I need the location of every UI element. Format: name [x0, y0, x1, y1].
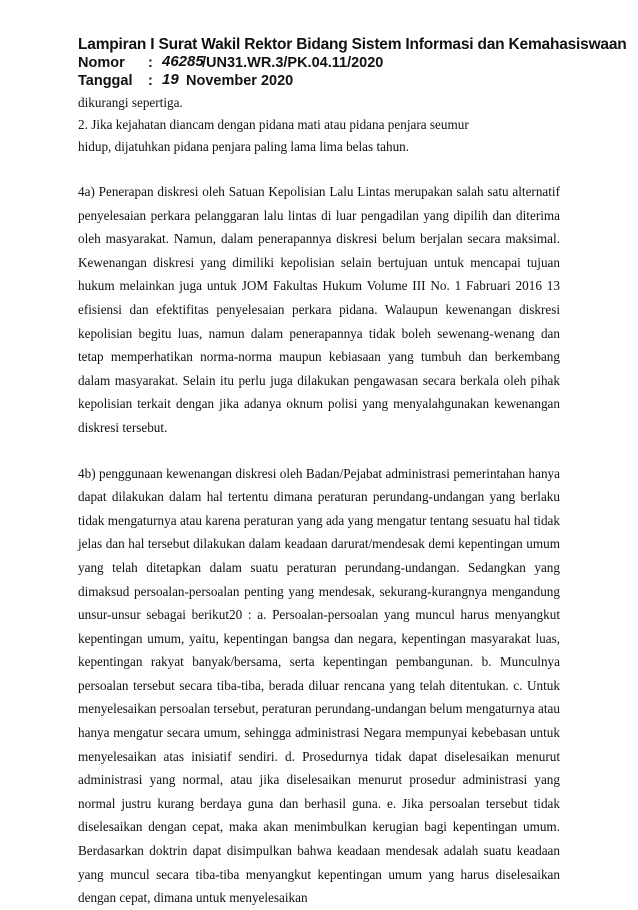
tanggal-handwritten-day: 19	[162, 71, 179, 88]
tanggal-colon: :	[148, 73, 153, 89]
nomor-handwritten-number: 46285	[162, 53, 204, 70]
document-body	[78, 92, 560, 910]
text-line-1: dikurangi sepertiga.	[78, 95, 183, 110]
letter-header	[78, 36, 627, 90]
nomor-colon: :	[148, 55, 153, 71]
text-line-3: hidup, dijatuhkan pidana penjara paling lama lima belas tahun.	[78, 139, 410, 154]
header-title: Lampiran I Surat Wakil Rektor Bidang Sistem Informasi dan Kemahasiswaan	[78, 36, 627, 53]
paragraph-4a: 4a) Penerapan diskresi oleh Satuan Kepolisian Lalu Lintas merupakan salah satu alternatif penyelesaian perkara pelanggaran lalu lintas di luar pengadilan yang dipilih dan diterima oleh masyarakat. Namun, dalam penerapannya diskresi belum berjalan secara maksimal. Kewenangan diskresi yang dimiliki kepolisian selain bertujuan untuk mencapai tujuan hukum melainkan juga untuk JOM Fakultas Hukum Volume III No. 1 Fabruari 2016 13 efisiensi dan efektifitas penyelesaian perkara pidana. Walaupun kewenangan diskresi kepolisian begitu luas, namun dalam penerapannya tidak boleh sewenang-wenang dan tetap memperhatikan norma-norma maupun kebiasaan yang tumbuh dan berkembang dalam masyarakat. Selain itu perlu juga dilakukan pengawasan secara berkala oleh pihak kepolisian terkait dengan jika adanya oknum polisi yang menyalahgunakan kewenangan diskresi tersebut.	[78, 184, 560, 435]
paragraph-gap	[78, 158, 560, 180]
tanggal-row	[78, 72, 598, 90]
nomor-row	[78, 54, 598, 72]
nomor-label: Nomor	[78, 55, 125, 71]
nomor-value: /UN31.WR.3/PK.04.11/2020	[202, 55, 384, 71]
text-line-2: 2. Jika kejahatan diancam dengan pidana mati atau pidana penjara seumur	[78, 117, 469, 132]
tanggal-label: Tanggal	[78, 73, 133, 89]
tanggal-value: November 2020	[186, 73, 294, 89]
paragraph-gap	[78, 440, 560, 462]
paragraph-4b: 4b) penggunaan kewenangan diskresi oleh Badan/Pejabat administrasi pemerintahan hanya dapat dilakukan dalam hal tertentu dimana peraturan perundang-undangan yang berlaku tidak mengaturnya atau karena peraturan yang ada yang mengatur tentang sesuatu hal tidak jelas dan hal tersebut dilakukan dalam keadaan darurat/mendesak demi kepentingan umum yang telah ditetapkan dalam suatu peraturan perundang-undangan. Sedangkan yang dimaksud persoalan-persoalan penting yang mendesak, sekurang-kurangnya mengandung unsur-unsur sebagai berikut20 : a. Persoalan-persoalan yang muncul harus menyangkut kepentingan umum, yaitu, kepentingan bangsa dan negara, kepentingan masyarakat luas, kepentingan rakyat banyak/bersama, serta kepentingan pembangunan. b. Munculnya persoalan tersebut secara tiba-tiba, berada diluar rencana yang telah ditentukan. c. Untuk menyelesaikan persoalan tersebut, peraturan perundang-undangan belum mengaturnya atau hanya mengatur secara umum, sehingga administrasi Negara mempunyai kebebasan untuk menyelesaikan atas inisiatif sendiri. d. Prosedurnya tidak dapat diselesaikan menurut administrasi yang normal, atau jika diselesaikan menurut prosedur administrasi yang normal justru kurang berdaya guna dan berhasil guna. e. Jika persoalan tersebut tidak diselesaikan dengan cepat, maka akan menimbulkan kerugian bagi kepentingan umum. Berdasarkan doktrin dapat disimpulkan bahwa keadaan mendesak adalah suatu keadaan yang muncul secara tiba-tiba menyangkut kepentingan umum yang harus diselesaikan dengan cepat, dimana untuk menyelesaikan	[78, 465, 560, 906]
